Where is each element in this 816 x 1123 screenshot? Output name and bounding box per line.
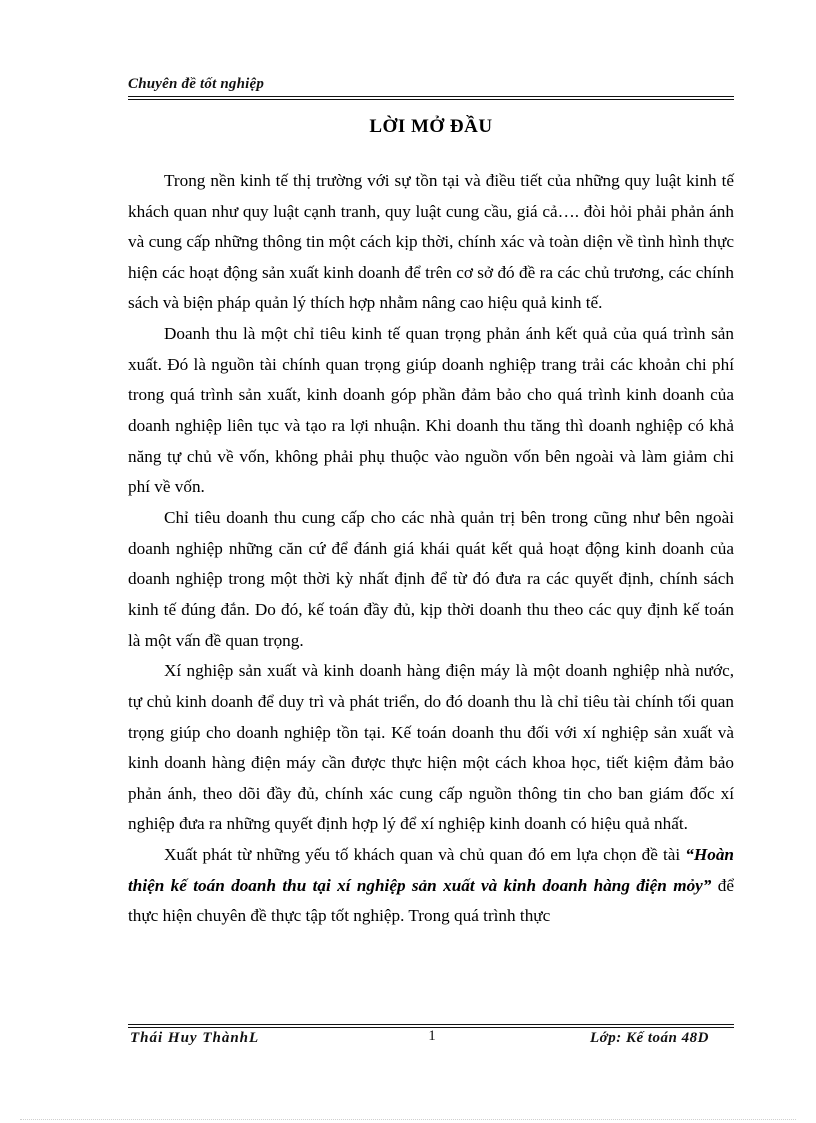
running-header: Chuyên đề tốt nghiệp	[128, 76, 265, 92]
paragraph-5-end: để thực hiện chuyên đề thực tập tốt nghiệp. Trong quá trình thực	[128, 875, 734, 926]
page-bottom-dotted-line	[20, 1119, 796, 1120]
page-title: LỜI MỞ ĐẦU	[369, 116, 493, 137]
body-text	[128, 166, 734, 932]
paragraph-4: Xí nghiệp sản xuất và kinh doanh hàng điện máy là một doanh nghiệp nhà nước, tự chủ kinh doanh để duy trì và phát triển, do đó doanh thu là chỉ tiêu tài chính tối quan trọng giúp cho doanh nghiệp tồn tại. Kế toán doanh thu đối với xí nghiệp sản xuất và kinh doanh hàng điện máy cần được thực hiện một cách khoa học, tiết kiệm đảm bảo phản ánh, theo dõi đầy đủ, chính xác cung cấp nguồn thông tin cho ban giám đốc xí nghiệp đưa ra những quyết định hợp lý để xí nghiệp kinh doanh có hiệu quả nhất.	[128, 661, 734, 834]
paragraph-3: Chỉ tiêu doanh thu cung cấp cho các nhà quản trị bên trong cũng như bên ngoài doanh nghiệp những căn cứ để đánh giá khái quát kết quả hoạt động kinh doanh của doanh nghiệp trong một thời kỳ nhất định để từ đó đưa ra các quyết định, chính sách kinh tế đúng đắn. Do đó, kế toán đầy đủ, kịp thời doanh thu theo các quy định kế toán là một vấn đề quan trọng.	[128, 508, 734, 650]
footer-author: Thái Huy ThànhL	[130, 1030, 260, 1046]
paragraph-1: Trong nền kinh tế thị trường với sự tồn tại và điều tiết của những quy luật kinh tế khách quan như quy luật cạnh tranh, quy luật cung cầu, giá cả…. đòi hỏi phải phản ánh và cung cấp những thông tin một cách kịp thời, chính xác và toàn diện về tình hình thực hiện các hoạt động sản xuất kinh doanh để trên cơ sở đó đề ra các chủ trương, các chính sách và biện pháp quản lý thích hợp nhằm nâng cao hiệu quả kinh tế.	[128, 171, 734, 313]
paragraph-2: Doanh thu là một chỉ tiêu kinh tế quan trọng phản ánh kết quả của quá trình sản xuất. Đó là nguồn tài chính quan trọng giúp doanh nghiệp trang trải các khoản chi phí trong quá trình sản xuất, kinh doanh góp phần đảm bảo cho quá trình kinh doanh của doanh nghiệp liên tục và tạo ra lợi nhuận. Khi doanh thu tăng thì doanh nghiệp có khả năng tự chủ về vốn, không phải phụ thuộc vào nguồn vốn bên ngoài và làm giảm chi phí về vốn.	[128, 324, 734, 497]
footer-rule	[128, 1024, 734, 1025]
header-rule	[128, 96, 734, 97]
page-number: 1	[428, 1028, 436, 1044]
paragraph-5	[128, 840, 734, 932]
paragraph-5-start: Xuất phát từ những yếu tố khách quan và chủ quan đó em lựa chọn đề tài	[164, 845, 686, 865]
footer-class: Lớp: Kế toán 48D	[590, 1030, 709, 1046]
thesis-topic: “Hoàn thiện kế toán doanh thu tại xí nghiệp sản xuất và kinh doanh hàng điện mỏy”	[128, 845, 734, 895]
header-rule-thin	[128, 99, 734, 100]
